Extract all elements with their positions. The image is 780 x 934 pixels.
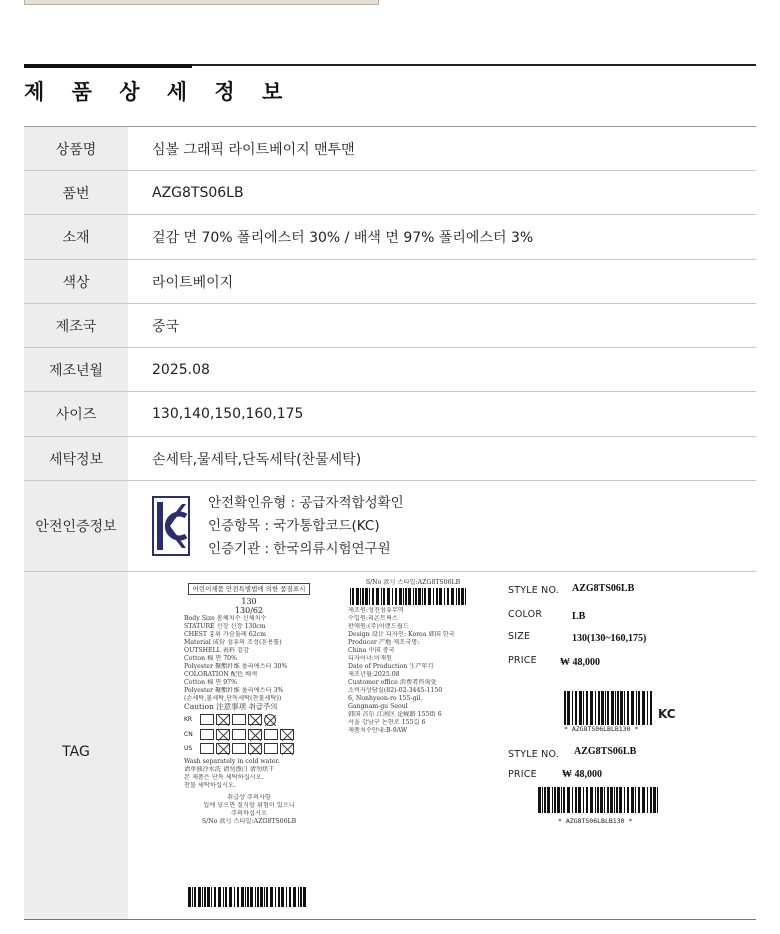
row-label: TAG xyxy=(24,572,128,920)
iron-icon xyxy=(232,714,246,725)
table-row xyxy=(24,215,756,260)
row-value: 중국 xyxy=(128,304,756,348)
kc-certification-icon xyxy=(152,496,190,556)
dry-icon xyxy=(232,729,246,740)
care-symbols-cn xyxy=(184,729,314,740)
barcode-wrap xyxy=(348,587,478,607)
care-country-code: KR xyxy=(184,716,193,723)
care-label-line: OUTSHELL 表料 겉감 xyxy=(184,646,250,654)
wash-icon xyxy=(200,743,214,754)
manufacturer-line: Customer office 消费者咨询处 xyxy=(348,678,437,686)
style-value: AZG8TS06LB xyxy=(572,582,635,594)
care-country-code: CN xyxy=(184,730,193,738)
no-tumble-dry-icon xyxy=(264,714,276,726)
care-symbols-kr xyxy=(184,714,314,726)
care-label-line: (손세탁,물세탁,단독세탁(찬물세탁)) xyxy=(184,694,282,702)
wash-icon xyxy=(200,729,214,740)
care-label-line: 찬물 세탁하십시오. xyxy=(184,781,236,789)
care-label-sn: S/No 款号 스타일:AZG8TS06LB xyxy=(201,817,297,825)
price-tag-color xyxy=(508,605,586,622)
manufacturer-label xyxy=(348,579,478,747)
manufacturer-line: Producer 产地 제조국명: xyxy=(348,638,420,646)
table-row xyxy=(24,392,756,437)
price-tag-size xyxy=(508,627,647,644)
safety-line: 인증기관 : 한국의류시험연구원 xyxy=(208,540,391,557)
style-label: STYLE NO. xyxy=(508,584,559,596)
price-value: ₩ 48,000 xyxy=(562,768,602,780)
price-tag2-style xyxy=(508,745,637,761)
row-label: 제조국 xyxy=(24,304,128,348)
color-label: COLOR xyxy=(508,608,543,620)
manufacturer-line: China 中国 중국 xyxy=(348,646,395,654)
table-row-tag xyxy=(24,572,756,920)
care-label-line: 취급상 주의사항 xyxy=(227,793,271,801)
care-label-line: Cotton 棉 면 97% xyxy=(184,678,237,686)
care-label xyxy=(184,583,314,909)
row-label: 품번 xyxy=(24,171,128,215)
safety-line: 안전확인유형 : 공급자적합성확인 xyxy=(208,494,404,511)
row-value: 2025.08 xyxy=(128,348,756,392)
price-tag-style xyxy=(508,581,635,597)
row-value: 심볼 그래픽 라이트베이지 맨투맨 xyxy=(128,127,756,171)
no-tumble-dry-icon xyxy=(248,729,262,740)
row-label: 세탁정보 xyxy=(24,437,128,481)
wash-icon xyxy=(200,714,214,725)
no-dryclean-icon xyxy=(280,743,294,754)
row-label: 소재 xyxy=(24,215,128,260)
no-bleach-icon xyxy=(216,714,230,725)
row-value: AZG8TS06LB xyxy=(128,171,756,215)
care-label-line: 请单独冷水洗 请勿漂白 请勿烘干 xyxy=(184,765,275,773)
table-row-safety xyxy=(24,481,756,572)
barcode-caption: * AZG8TS06LBLB130 * xyxy=(558,816,633,825)
care-label-line: STATURE 신장 신장 130cm xyxy=(184,622,266,630)
product-detail-table xyxy=(24,126,756,920)
manufacturer-line: Design 设计 디자인: Korea 韩国 한국 xyxy=(348,630,455,638)
price-label: PRICE xyxy=(508,768,537,780)
table-row xyxy=(24,348,756,392)
table-row xyxy=(24,304,756,348)
table-row xyxy=(24,127,756,171)
color-value: LB xyxy=(572,610,586,622)
tag-photo-area xyxy=(152,573,756,919)
care-country-code: US xyxy=(184,744,193,752)
kc-mark: KC xyxy=(658,706,676,721)
manufacturer-line: 수입원:리온트웍스 xyxy=(348,614,398,622)
row-value-tag xyxy=(128,572,756,920)
size-label: SIZE xyxy=(508,630,531,642)
manufacturer-line: 6, Nonhyeon-ro 155-gil, xyxy=(348,694,423,702)
row-value: 130,140,150,160,175 xyxy=(128,392,756,437)
manufacturer-line: Gangnam-gu Seoul xyxy=(348,702,408,710)
dry-icon xyxy=(264,743,278,754)
care-label-line: Wash separately in cold water. xyxy=(184,757,280,765)
no-bleach-icon xyxy=(216,743,230,754)
table-row xyxy=(24,437,756,481)
no-bleach-icon xyxy=(216,729,230,740)
manufacturer-line: 판매원:(주)이랜드월드 xyxy=(348,622,409,630)
barcode xyxy=(350,588,470,605)
care-symbols-us xyxy=(184,743,314,754)
manufacturer-line: Date of Production 生产年月 xyxy=(348,662,434,670)
row-label: 사이즈 xyxy=(24,392,128,437)
care-label-line: 본 제품은 단독 세탁하십시오. xyxy=(184,773,264,781)
section-rule-accent xyxy=(24,64,192,68)
care-label-line: 입에 넣으면 질식할 위험이 있으니 xyxy=(203,801,295,809)
manufacturer-line: 제조원:성진섬유무역 xyxy=(348,606,404,614)
barcode-caption: * AZG8TS06LBLB130 * xyxy=(564,724,639,733)
care-label-line: Cotton 棉 면 70% xyxy=(184,654,237,662)
care-label-line: Polyester 聚酯纤维 폴리에스터 3% xyxy=(184,686,284,694)
care-label-line: 주의하십시오 xyxy=(231,809,267,817)
style-value: AZG8TS06LB xyxy=(574,745,637,757)
barcode xyxy=(538,787,660,813)
manufacturer-line: 소비자상담실(82)-02-3445-1150 xyxy=(348,686,443,694)
manufacturer-line: 디자이너:이재원 xyxy=(348,654,392,662)
manufacturer-line: 서울 강남구 논현로 155길 6 xyxy=(348,718,426,726)
iron-icon xyxy=(264,729,278,740)
no-tumble-dry-icon xyxy=(248,743,262,754)
size-value: 130(130~160,175) xyxy=(572,632,647,644)
care-label-size-detail: 130/62 xyxy=(234,605,264,615)
care-label-line: Body Size 몸체치수 신체치수 xyxy=(184,614,267,622)
barcode xyxy=(188,887,308,907)
row-value: 손세탁,물세탁,단독세탁(찬물세탁) xyxy=(128,437,756,481)
row-value: 겉감 면 70% 폴리에스터 30% / 배색 면 97% 폴리에스터 3% xyxy=(128,215,756,260)
row-label: 상품명 xyxy=(24,127,128,171)
no-dryclean-icon xyxy=(280,729,294,740)
table-row xyxy=(24,260,756,304)
manufacturer-line: 제품치수안내:B-9AW xyxy=(348,726,408,734)
style-label: STYLE NO. xyxy=(508,748,559,760)
manufacturer-line: 韩国 首尔 江南区 论岘路 155街 6 xyxy=(348,710,442,718)
price-value: ₩ 48,000 xyxy=(560,656,600,668)
iron-icon xyxy=(232,743,246,754)
table-row xyxy=(24,171,756,215)
care-label-line: Polyester 聚酯纤维 폴리에스터 30% xyxy=(184,662,288,670)
barcode xyxy=(564,691,654,725)
price-label: PRICE xyxy=(508,654,537,666)
care-label-header: 어린이제품 안전특별법에 의한 품질표시 xyxy=(188,583,310,595)
safety-line: 인증항목 : 국가통합코드(KC) xyxy=(208,517,380,534)
manufacturer-line: 제조년월:2025.08 xyxy=(348,670,400,678)
care-label-line: Caution 注意事项 취급주의 xyxy=(184,702,278,711)
price-tag2-price xyxy=(508,765,602,781)
previous-product-image-edge xyxy=(24,0,379,5)
no-dryclean-icon xyxy=(248,714,262,725)
row-value: 라이트베이지 xyxy=(128,260,756,304)
section-title: 제 품 상 세 정 보 xyxy=(24,80,293,104)
care-label-size: 130 xyxy=(241,596,257,606)
care-label-line: CHEST 흉위 가슴둘레 62cm xyxy=(184,630,266,638)
row-label: 제조년월 xyxy=(24,348,128,392)
row-label: 색상 xyxy=(24,260,128,304)
row-label: 안전인증정보 xyxy=(24,481,128,572)
care-label-line: COLORATION 配色 배색 xyxy=(184,670,258,678)
care-label-line: Material 成份 섬유의 조성(혼용률) xyxy=(184,638,282,646)
row-value-safety xyxy=(128,481,756,572)
manufacturer-sn: S/No 款号 스타일:AZG8TS06LB xyxy=(365,578,461,586)
price-tag-price xyxy=(508,651,600,668)
